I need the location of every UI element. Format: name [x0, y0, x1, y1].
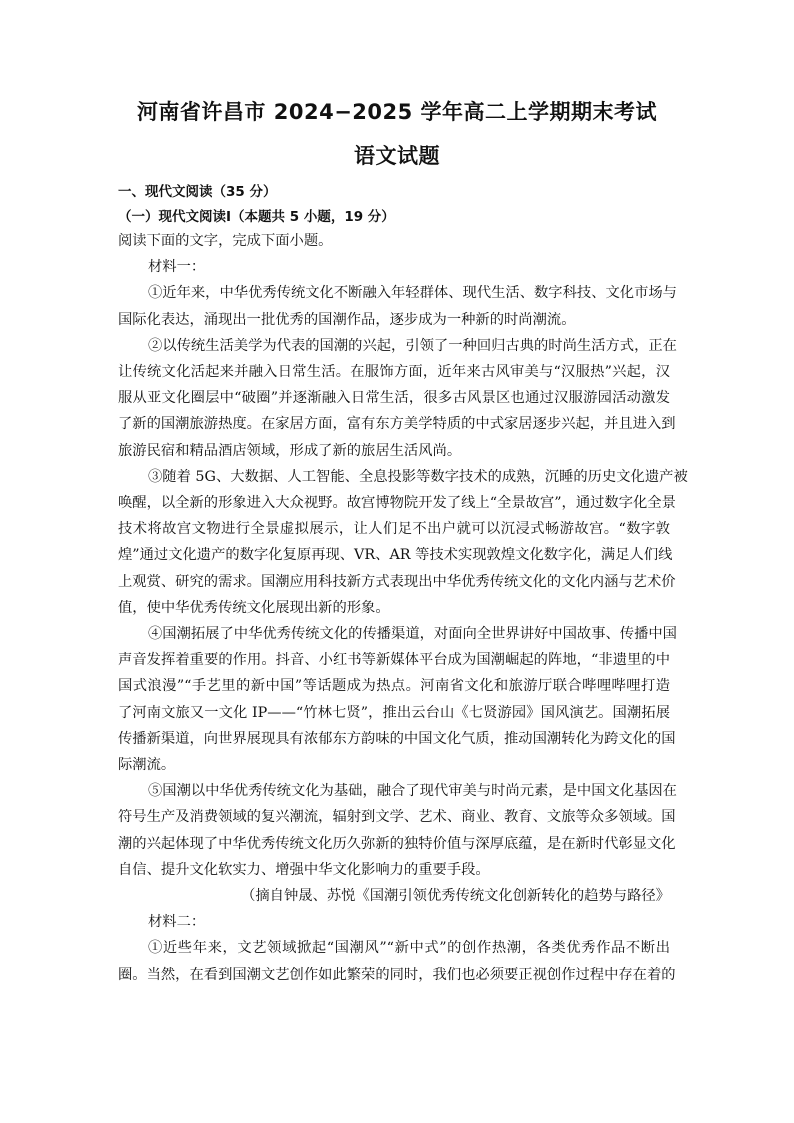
text-line: 声音发挥着重要的作用。抖音、小红书等新媒体平台成为国潮崛起的阵地，“非遗里的中 — [118, 652, 670, 669]
section-heading: 一、现代文阅读（35 分） — [118, 184, 277, 200]
text-line: 国式浪漫”“手艺里的新中国”等话题成为热点。河南省文化和旅游厅联合哔哩哔哩打造 — [118, 678, 670, 695]
text-line: 符号生产及消费领域的复兴潮流，辐射到文学、艺术、商业、教育、文旅等众多领域。国 — [118, 809, 676, 826]
text-line: 材料一： — [148, 259, 206, 276]
text-line: ③随着 5G、大数据、人工智能、全息投影等数字技术的成熟，沉睡的历史文化遗产被 — [148, 468, 688, 485]
text-line: 了河南文旅又一文化 IP——“竹林七贤”，推出云台山《七贤游园》国风演艺。国潮拓展 — [118, 704, 670, 721]
text-line: 自信、提升文化软实力、增强中华文化影响力的重要手段。 — [118, 861, 490, 878]
text-line: 圈。当然，在看到国潮文艺创作如此繁荣的同时，我们也必须要正视创作过程中存在着的 — [118, 966, 676, 983]
text-line: 上观赏、研究的需求。国潮应用科技新方式表现出中华优秀传统文化的文化内涵与艺术价 — [118, 573, 676, 590]
text-line: 服从亚文化圈层中“破圈”并逐渐融入日常生活，很多古风景区也通过汉服游园活动激发 — [118, 390, 670, 407]
text-line: 让传统文化活起来并融入日常生活。在服饰方面，近年来古风审美与“汉服热”兴起，汉 — [118, 364, 670, 381]
document-title: 河南省许昌市 2024−2025 学年高二上学期期末考试 — [136, 100, 658, 124]
text-line: 了新的国潮旅游热度。在家居方面，富有东方美学特质的中式家居逐步兴起，并且进入到 — [118, 416, 676, 433]
text-line: ④国潮拓展了中华优秀传统文化的传播渠道，对面向全世界讲好中国故事、传播中国 — [148, 626, 677, 643]
text-line: 唤醒，以全新的形象进入大众视野。故宫博物院开发了线上“全景故宫”，通过数字化全景 — [118, 495, 676, 512]
document-subtitle: 语文试题 — [354, 144, 440, 168]
text-line: 际潮流。 — [118, 757, 176, 774]
text-line: 旅游民宿和精品酒店领域，形成了新的旅居生活风尚。 — [118, 442, 462, 459]
text-line: 技术将故宫文物进行全景虚拟展示，让人们足不出户就可以沉浸式畅游故宫。“数字敦 — [118, 521, 670, 538]
text-line: 传播新渠道，向世界展现具有浓郁东方韵味的中国文化气质，推动国潮转化为跨文化的国 — [118, 730, 676, 747]
body-text — [118, 228, 688, 988]
text-line: ①近年来，中华优秀传统文化不断融入年轻群体、现代生活、数字科技、文化市场与 — [148, 285, 677, 302]
text-line: 潮的兴起体现了中华优秀传统文化历久弥新的独特价值与深厚底蕴，是在新时代彰显文化 — [118, 835, 676, 852]
text-line: 国际化表达，涌现出一批优秀的国潮作品，逐步成为一种新的时尚潮流。 — [118, 311, 576, 328]
text-line: ⑤国潮以中华优秀传统文化为基础，融合了现代审美与时尚元素，是中国文化基因在 — [148, 783, 677, 800]
text-line: ②以传统生活美学为代表的国潮的兴起，引领了一种回归古典的时尚生活方式，正在 — [148, 337, 677, 354]
text-line: 值，使中华优秀传统文化展现出新的形象。 — [118, 599, 390, 616]
text-line: ①近些年来，文艺领域掀起“国潮风”“新中式”的创作热潮，各类优秀作品不断出 — [148, 940, 670, 957]
subsection-heading: （一）现代文阅读Ⅰ（本题共 5 小题，19 分） — [118, 209, 395, 225]
text-line: 阅读下面的文字，完成下面小题。 — [118, 233, 333, 249]
text-line: 煌”通过文化遗产的数字化复原再现、VR、AR 等技术实现敦煌文化数字化，满足人们线 — [118, 547, 673, 564]
text-line: （摘自钟晟、苏悦《国潮引领优秀传统文化创新转化的趋势与路径》 — [241, 888, 670, 905]
text-line: 材料二： — [148, 914, 206, 931]
